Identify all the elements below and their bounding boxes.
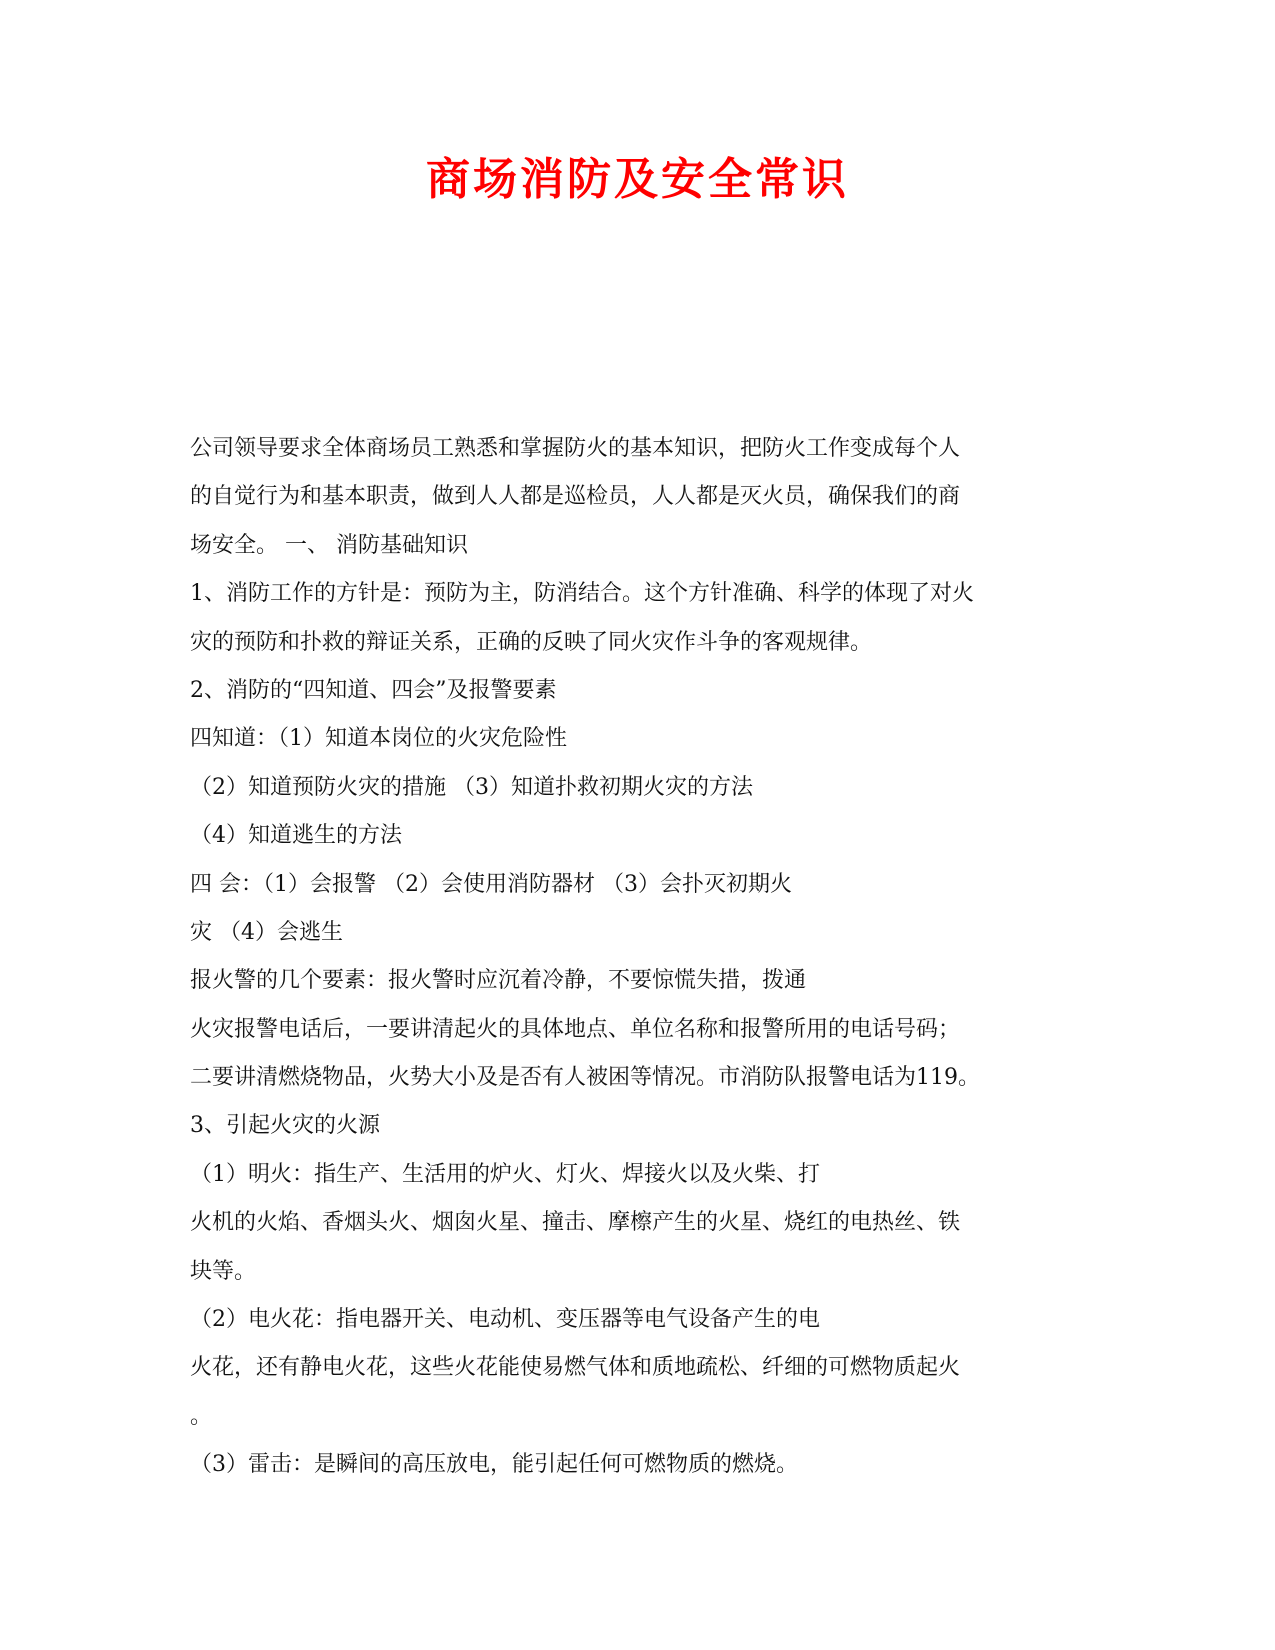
paragraph-line: （2）电火花：指电器开关、电动机、变压器等电气设备产生的电 — [190, 1307, 820, 1333]
paragraph-line: 灾 （4）会逃生 — [190, 919, 343, 945]
paragraph-line: 火花，还有静电火花，这些火花能使易燃气体和质地疏松、纤细的可燃物质起火 — [190, 1355, 961, 1381]
paragraph-line: 报火警的几个要素：报火警时应沉着冷静，不要惊慌失措，拨通 — [190, 968, 807, 994]
paragraph-line: 火灾报警电话后，一要讲清起火的具体地点、单位名称和报警所用的电话号码； — [190, 1016, 961, 1042]
paragraph-line: 二要讲清燃烧物品，火势大小及是否有人被困等情况。市消防队报警电话为119。 — [190, 1065, 980, 1091]
paragraph-line: （3）雷击：是瞬间的高压放电，能引起任何可燃物质的燃烧。 — [190, 1452, 798, 1478]
paragraph-line: 3、引起火灾的火源 — [190, 1113, 380, 1139]
paragraph-line: 四 会：（1）会报警 （2）会使用消防器材 （3）会扑灭初期火 — [190, 871, 792, 897]
paragraph-line: 灾的预防和扑救的辩证关系，正确的反映了同火灾作斗争的客观规律。 — [190, 629, 873, 655]
paragraph-line: 公司领导要求全体商场员工熟悉和掌握防火的基本知识，把防火工作变成每个人 — [190, 436, 961, 461]
document-title: 商场消防及安全常识 — [426, 154, 849, 205]
paragraph-line: 火机的火焰、香烟头火、烟囱火星、撞击、摩檫产生的火星、烧红的电热丝、铁 — [190, 1210, 961, 1236]
paragraph-line: （2）知道预防火灾的措施 （3）知道扑救初期火灾的方法 — [190, 774, 753, 800]
paragraph-line: （1）明火：指生产、生活用的炉火、灯火、焊接火以及火柴、打 — [190, 1161, 820, 1187]
paragraph-line: 2、消防的“四知道、四会”及报警要素 — [190, 677, 557, 703]
paragraph-line: （4）知道逃生的方法 — [190, 823, 402, 849]
paragraph-line: 场安全。 一、 消防基础知识 — [190, 532, 468, 558]
paragraph-line: 的自觉行为和基本职责，做到人人都是巡检员，人人都是灭火员，确保我们的商 — [190, 484, 961, 510]
paragraph-line: 四知道：（1）知道本岗位的火灾危险性 — [190, 726, 567, 752]
paragraph-line: 。 — [190, 1403, 213, 1429]
paragraph-line: 1、消防工作的方针是：预防为主，防消结合。这个方针准确、科学的体现了对火 — [190, 581, 974, 607]
paragraph-line: 块等。 — [190, 1258, 257, 1284]
document-body — [190, 425, 1080, 1490]
